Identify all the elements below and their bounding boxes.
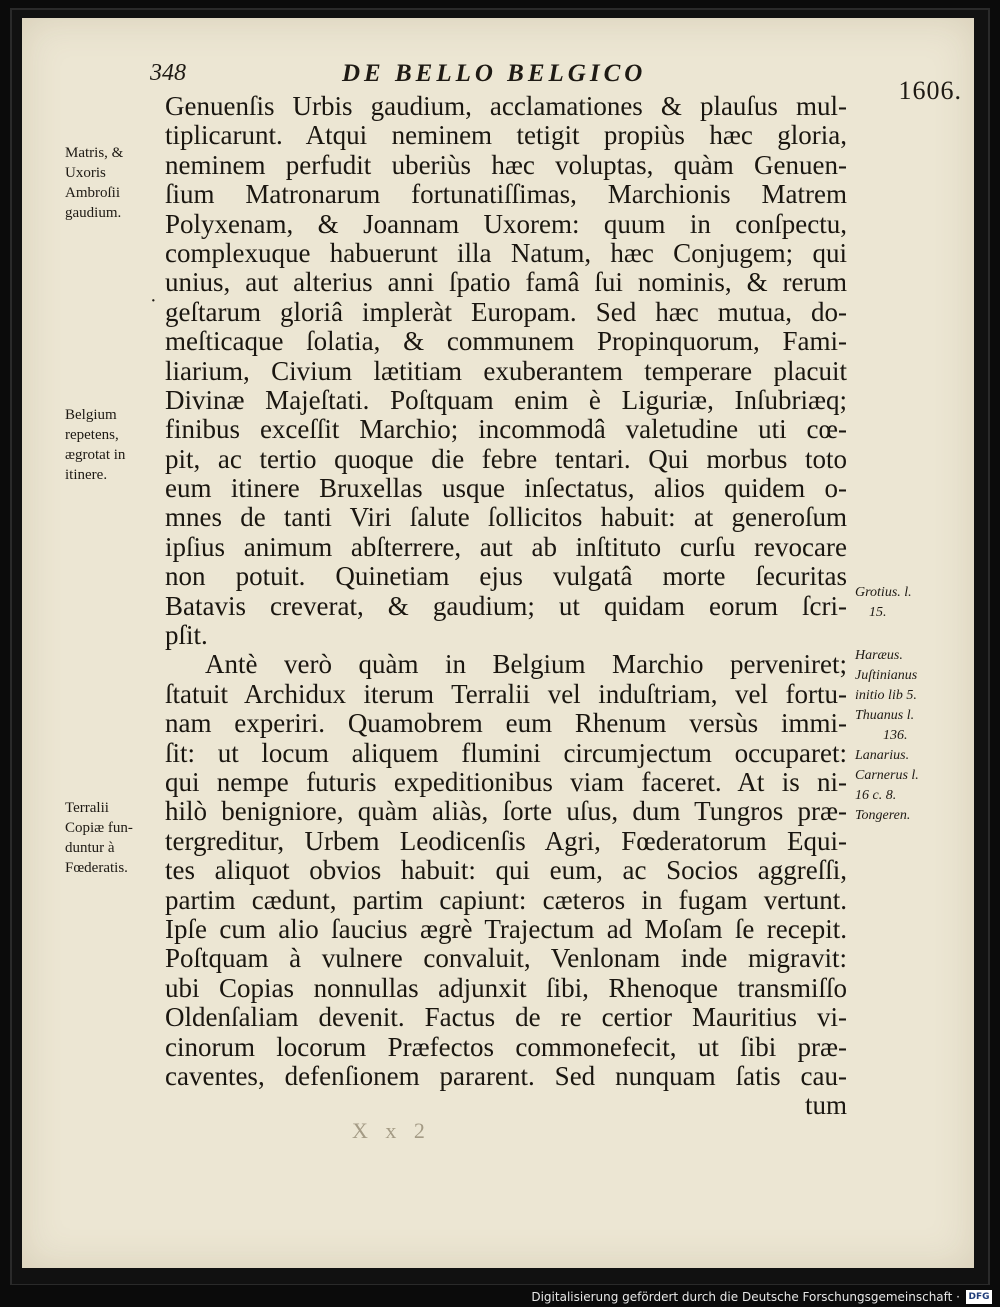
- text-line: Genuenſis Urbis gaudium, acclamationes & plauſus mul-: [165, 92, 847, 121]
- year-marker: 1606.: [898, 76, 962, 105]
- margin-line: Terralii: [65, 800, 109, 816]
- margin-note-mothers-joy: [65, 143, 165, 223]
- text-line: liarium, Civium lætitiam exuberantem temperare placuit: [165, 356, 847, 386]
- text-line: ſtatuit Archidux iterum Terralii vel induſtriam, vel fortu-: [165, 679, 847, 709]
- margin-line: Tongeren.: [855, 808, 911, 823]
- text-line: non potuit. Quinetiam ejus vulgatâ morte ſecuritas: [165, 562, 847, 592]
- text-line: finibus exceſſit Marchio; incommodâ valetudine uti cœ-: [165, 415, 847, 445]
- margin-note-sources: [855, 646, 970, 826]
- margin-note-terralii: [65, 798, 165, 878]
- margin-line: repetens,: [65, 427, 119, 443]
- text-line: geſtarum gloriâ impleràt Europam. Sed hæc mutua, do-: [165, 297, 847, 327]
- margin-line: initio lib 5.: [855, 688, 917, 703]
- text-line: hilò benigniore, quàm aliàs, ſorte uſus, dum Tungros præ-: [165, 797, 847, 827]
- text-line: pſit.: [165, 621, 208, 651]
- running-title: DE BELLO BELGICO: [342, 60, 647, 87]
- text-line: Poſtquam à vulnere convaluit, Venlonam inde migravit:: [165, 944, 847, 974]
- margin-line: Haræus.: [855, 648, 903, 663]
- text-line: ipſius animum abſterrere, aut ab inſtituto curſu revocare: [165, 532, 847, 562]
- text-line: unius, aut alterius anni ſpatio famâ ſui nominis, & rerum: [165, 268, 847, 298]
- margin-line: duntur à: [65, 840, 115, 856]
- footer-bar: [0, 1285, 1000, 1307]
- dfg-logo: DFG: [966, 1290, 992, 1304]
- text-line: caventes, defenſionem pararent. Sed nunquam ſatis cau-: [165, 1061, 847, 1091]
- text-line: Batavis creverat, & gaudium; ut quidam eorum ſcri-: [165, 591, 847, 621]
- margin-line: Lanarius.: [855, 748, 910, 763]
- margin-line: 136.: [883, 728, 908, 743]
- margin-line: Matris, &: [65, 145, 124, 161]
- text-line: ubi Copias nonnullas adjunxit ſibi, Rhenoque transmiſſo: [165, 973, 847, 1003]
- text-line: Divinæ Majeſtati. Poſtquam enim è Liguriæ, Inſubriæq;: [165, 385, 847, 415]
- margin-line: Thuanus l.: [855, 708, 915, 723]
- text-line: eum itinere Bruxellas usque inſectatus, alios quidem o-: [165, 474, 847, 504]
- text-line: tiplicarunt. Atqui neminem tetigit propiùs hæc gloria,: [165, 121, 847, 151]
- margin-note-illness: [65, 405, 165, 485]
- margin-line: Juſtinianus: [855, 668, 918, 683]
- margin-line: Fœderatis.: [65, 860, 128, 876]
- margin-line: Carnerus l.: [855, 768, 919, 783]
- text-line: ſium Matronarum fortunatiſſimas, Marchionis Matrem: [165, 180, 847, 210]
- stray-mark: ·: [150, 290, 157, 312]
- margin-line: Belgium: [65, 407, 117, 423]
- book-page: [22, 18, 974, 1268]
- margin-line: itinere.: [65, 467, 108, 483]
- text-line: Polyxenam, & Joannam Uxorem: quum in conſpectu,: [165, 209, 847, 239]
- margin-line: Grotius. l.: [855, 585, 912, 600]
- margin-line: Uxoris: [65, 165, 106, 181]
- margin-line: ægrotat in: [65, 447, 126, 463]
- text-line: partim cædunt, partim capiunt: cæteros in fugam vertunt.: [165, 885, 847, 915]
- main-text-block: [165, 92, 847, 1121]
- text-line: tum: [804, 1091, 847, 1121]
- margin-line: Copiæ fun-: [65, 820, 133, 836]
- text-line: ſit: ut locum aliquem flumini circumjectum occuparet:: [165, 738, 847, 768]
- footer-credit: Digitalisierung gefördert durch die Deutsche Forschungsgemeinschaft ·: [531, 1290, 960, 1304]
- margin-line: 15.: [869, 605, 887, 620]
- text-line: neminem perfudit uberiùs hæc voluptas, quàm Genuen-: [165, 150, 847, 180]
- text-line: nam experiri. Quamobrem eum Rhenum versùs immi-: [165, 709, 847, 739]
- text-line: tes aliquot obvios habuit: qui eum, ac Socios aggreſſi,: [165, 856, 847, 886]
- text-line: Oldenſaliam devenit. Factus de re certior Mauritius vi-: [165, 1003, 847, 1033]
- text-line: pit, ac tertio quoque die febre tentari. Qui morbus toto: [165, 444, 847, 474]
- text-line: mnes de tanti Viri ſalute ſollicitos habuit: at generoſum: [165, 503, 847, 533]
- margin-note-grotius: [855, 583, 970, 623]
- text-line: qui nempe futuris expeditionibus viam faceret. At is ni-: [165, 767, 847, 797]
- text-line: tergreditur, Urbem Leodicenſis Agri, Fœderatorum Equi-: [165, 826, 847, 856]
- text-line: cinorum locorum Præfectos commonefecit, ut ſibi præ-: [165, 1032, 847, 1062]
- margin-line: 16 c. 8.: [855, 788, 897, 803]
- margin-line: gaudium.: [65, 205, 122, 221]
- signature-mark: X x 2: [352, 1118, 431, 1143]
- text-line: meſticaque ſolatia, & communem Propinquorum, Fami-: [165, 327, 847, 357]
- margin-line: Ambroſii: [65, 185, 120, 201]
- text-line: Antè verò quàm in Belgium Marchio perveniret;: [205, 650, 847, 680]
- text-line: Ipſe cum alio ſaucius ægrè Trajectum ad Moſam ſe recepit.: [165, 914, 847, 944]
- page-number: 348: [150, 60, 186, 86]
- text-line: complexuque habuerunt illa Natum, hæc Conjugem; qui: [165, 238, 847, 268]
